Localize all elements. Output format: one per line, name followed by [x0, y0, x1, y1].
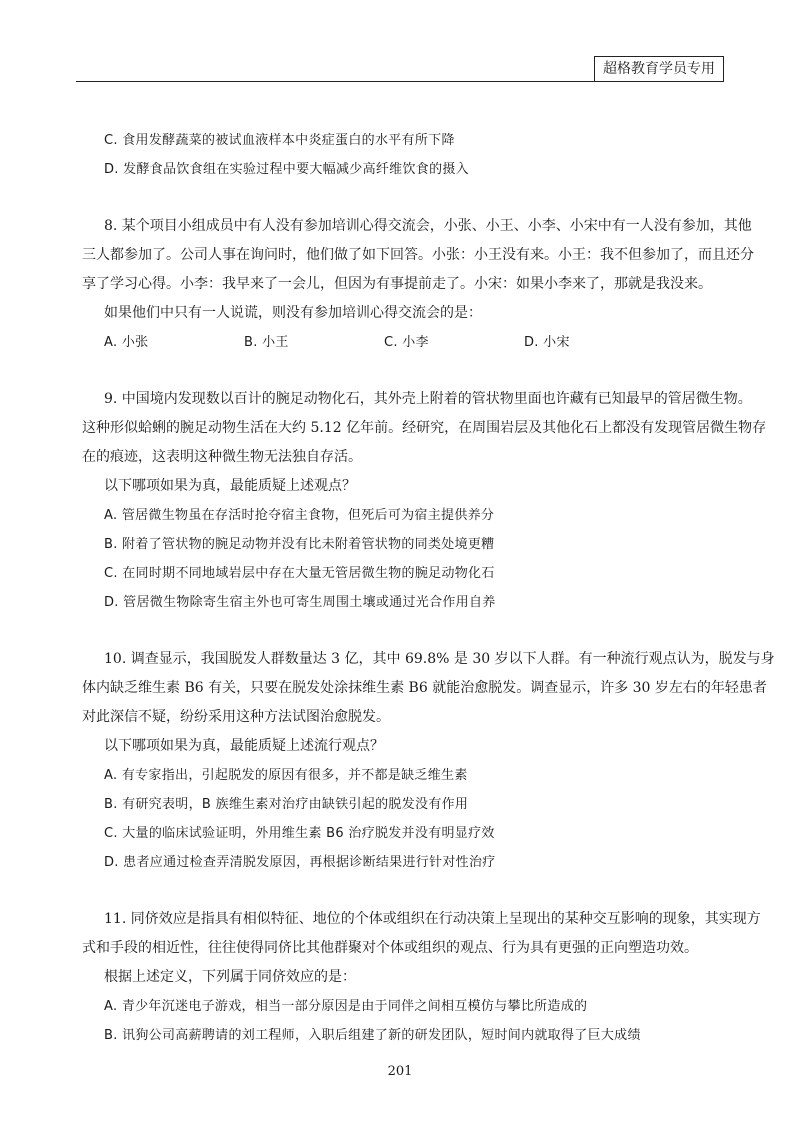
option-d: D. 小宋 [524, 335, 570, 350]
watermark-stamp: 超格教育学员专用 [594, 56, 724, 82]
question-text-line: 这种形似蛤蜊的腕足动物生活在大约 5.12 亿年前。经研究，在周围岩层及其他化石上都没有发现管居微生物存 [82, 420, 767, 436]
question-text-line: 11. 同侪效应是指具有相似特征、地位的个体或组织在行动决策上呈现出的某种交互影响的现象，其实现方 [104, 911, 761, 927]
option-b: B. 讯狗公司高薪聘请的刘工程师，入职后组建了新的研发团队，短时间内就取得了巨大成绩 [104, 1028, 641, 1043]
question-8 [82, 212, 754, 357]
question-prompt: 以下哪项如果为真，最能质疑上述流行观点？ [104, 738, 384, 754]
option-b: B. 有研究表明，B 族维生素对治疗由缺铁引起的脱发没有作用 [104, 797, 469, 812]
option-d: D. 管居微生物除寄生宿主外也可寄生周围土壤或通过光合作用自养 [104, 595, 496, 610]
options-row [104, 328, 664, 357]
option-d: D. 发酵食品饮食组在实验过程中要大幅减少高纤维饮食的摄入 [104, 162, 469, 177]
page-number: 201 [387, 1064, 413, 1079]
option-b: B. 附着了管状物的腕足动物并没有比未附着管状物的同类处境更糟 [104, 537, 495, 552]
option-c: C. 大量的临床试验证明，外用维生素 B6 治疗脱发并没有明显疗效 [104, 826, 495, 841]
question-text-line: 三人都参加了。公司人事在询问时，他们做了如下回答。小张：小王没有来。小王：我不但参加了，而且还分 [82, 247, 754, 263]
option-a: A. 青少年沉迷电子游戏，相当一部分原因是由于同伴之间相互模仿与攀比所造成的 [104, 999, 588, 1014]
previous-question-options [104, 126, 716, 184]
question-prompt: 根据上述定义，下列属于同侪效应的是： [104, 969, 356, 985]
question-text-line: 8. 某个项目小组成员中有人没有参加培训心得交流会，小张、小王、小李、小宋中有一人没有参加，其他 [104, 218, 752, 234]
header-rule [76, 81, 724, 82]
option-d: D. 患者应通过检查弄清脱发原因，再根据诊断结果进行针对性治疗 [104, 855, 496, 870]
question-text-line: 对此深信不疑，纷纷采用这种方法试图治愈脱发。 [82, 709, 390, 725]
option-a: A. 小张 [104, 335, 149, 350]
option-b: B. 小王 [244, 335, 289, 350]
page-content [82, 126, 775, 1050]
option-a: A. 管居微生物虽在存活时抢夺宿主食物，但死后可为宿主提供养分 [104, 508, 495, 523]
question-9 [82, 385, 767, 617]
question-text-line: 式和手段的相近性，往往使得同侪比其他群聚对个体或组织的观点、行为具有更强的正向塑造功效。 [82, 940, 698, 956]
question-prompt: 以下哪项如果为真，最能质疑上述观点？ [104, 478, 356, 494]
question-text-line: 享了学习心得。小李：我早来了一会儿，但因为有事提前走了。小宋：如果小李来了，那就是我没来。 [82, 276, 712, 292]
question-prompt: 如果他们中只有一人说谎，则没有参加培训心得交流会的是： [104, 305, 482, 321]
option-c: C. 小李 [384, 335, 429, 350]
option-a: A. 有专家指出，引起脱发的原因有很多，并不都是缺乏维生素 [104, 768, 468, 783]
question-text-line: 体内缺乏维生素 B6 有关，只要在脱发处涂抹维生素 B6 就能治愈脱发。调查显示，许多 30 岁左右的年轻患者 [82, 680, 767, 696]
question-text-line: 10. 调查显示，我国脱发人群数量达 3 亿，其中 69.8% 是 30 岁以下人群。有一种流行观点认为，脱发与身 [104, 651, 775, 667]
option-c: C. 食用发酵蔬菜的被试血液样本中炎症蛋白的水平有所下降 [104, 133, 455, 148]
question-10 [82, 645, 775, 877]
question-text-line: 在的痕迹，这表明这种微生物无法独自存活。 [82, 449, 362, 465]
option-c: C. 在同时期不同地域岩层中存在大量无管居微生物的腕足动物化石 [104, 566, 495, 581]
question-11 [82, 905, 761, 1050]
question-text-line: 9. 中国境内发现数以百计的腕足动物化石，其外壳上附着的管状物里面也许藏有已知最早的管居微生物。 [104, 391, 752, 407]
